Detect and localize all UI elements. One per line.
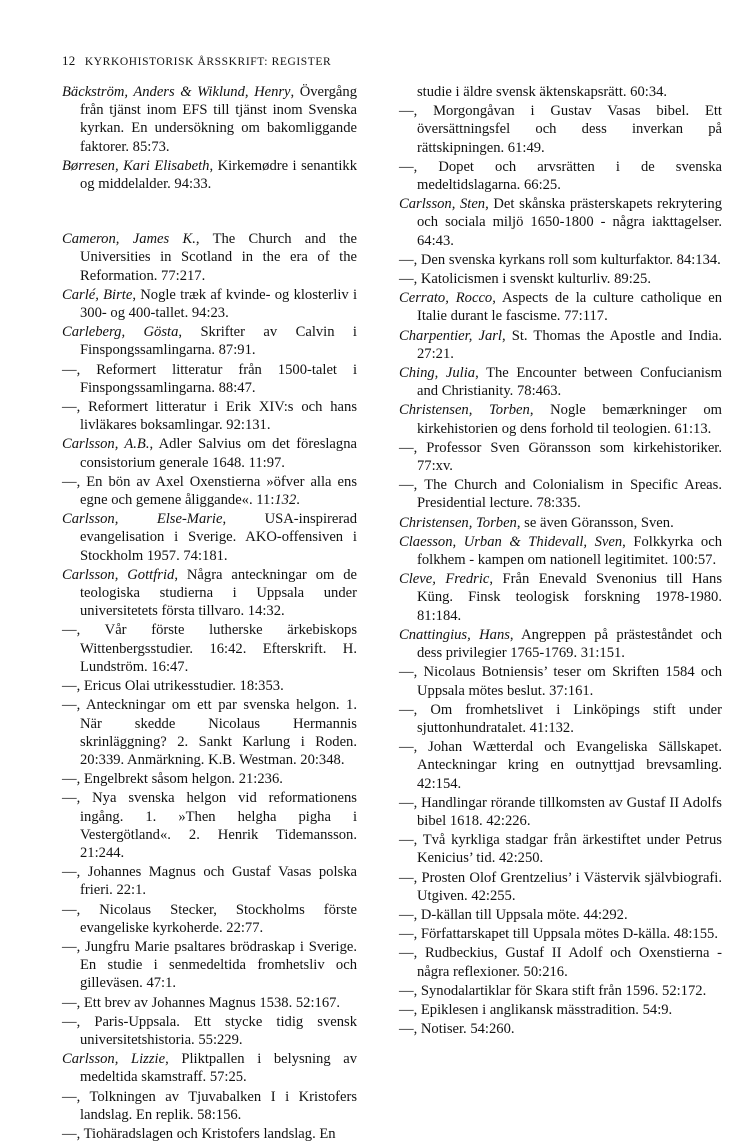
index-entry — [399, 925, 722, 943]
entry-text: —, Morgongåvan i Gustav Vasas bibel. Ett översättningsfel och dess inverkan på rättskipningen. 61:49. — [399, 103, 722, 156]
entry-text: Övergång från tjänst inom EFS till tjänst inom Svenska kyrkan. En undersökning om bakomliggande faktorer. 85:73. — [80, 84, 357, 155]
entry-text: —, Tolkningen av Tjuvabalken I i Kristofers landslag. En replik. 58:156. — [62, 1088, 357, 1123]
entry-text: —, Notiser. 54:260. — [399, 1021, 515, 1038]
entry-text: —, Nicolaus Botniensis’ teser om Skriften 1584 och Uppsala mötes beslut. 37:161. — [399, 664, 722, 699]
entry-text: Folkkyrka och folkhem - kampen om nationell legitimitet. 100:57. — [417, 533, 722, 569]
left-column — [62, 83, 357, 1144]
index-entry — [399, 982, 722, 1000]
entry-separator: , — [502, 327, 512, 344]
entry-author: Carlé, Birte — [62, 286, 133, 303]
index-entry — [399, 102, 722, 157]
entry-separator: , — [485, 196, 494, 213]
entry-text: —, Professor Sven Göransson som kirkehistoriker. 77:xv. — [399, 439, 722, 475]
index-entry — [399, 869, 722, 905]
index-entry — [62, 1050, 357, 1086]
entry-text: Nogle bemærkninger om kirkehistorien og dens forhold til teologien. 61:13. — [417, 402, 722, 437]
page-number: 12 — [62, 53, 76, 68]
entry-text: Aspects de la culture catholique en Italie durant le fascisme. 77:117. — [417, 290, 723, 325]
index-entry — [62, 398, 357, 434]
index-entry — [62, 770, 357, 788]
index-entry — [399, 327, 722, 363]
index-entry — [399, 514, 722, 532]
index-entry — [62, 473, 357, 509]
index-entry — [62, 677, 357, 695]
entry-separator: , — [209, 157, 218, 174]
index-entry — [399, 195, 722, 250]
entry-text: Det skånska prästerskapets rekrytering och sociala miljö 1650-1800 - några iakttagelser. 64:43. — [417, 196, 722, 249]
entry-text: —, Johannes Magnus och Gustaf Vasas polska frieri. 22:1. — [62, 864, 357, 899]
entry-text: —, The Church and Colonialism in Specific Areas. Presidential lecture. 78:335. — [399, 477, 722, 512]
entry-text: —, Nya svenska helgon vid reformationens ingång. 1. »Then helgha pigha i Vestergötland«. 2. Henrik Tidemansson. 21:244. — [62, 790, 357, 861]
index-entry — [62, 1013, 357, 1049]
index-entry — [399, 364, 722, 400]
index-entry — [399, 401, 722, 437]
index-entry — [399, 251, 722, 269]
entry-text: Pliktpallen i belysning av medeltida skamstraff. 57:25. — [80, 1051, 358, 1086]
entry-author: Cnattingius, Hans — [399, 626, 510, 643]
entry-text: —, Paris-Uppsala. Ett stycke tidig svensk universitetshistoria. 55:229. — [62, 1013, 357, 1048]
index-entry — [399, 626, 722, 662]
entry-text: —, Tiohäradslagen och Kristofers landslag. En — [62, 1125, 336, 1142]
index-entry — [399, 738, 722, 793]
entry-text: —, Nicolaus Stecker, Stockholms förste evangeliske kyrkoherde. 22:77. — [62, 901, 357, 936]
index-entry — [399, 533, 722, 569]
index-entry — [399, 476, 722, 512]
entry-text: —, Reformert litteratur i Erik XIV:s och hans livläkares boksamlingar. 92:131. — [62, 399, 357, 434]
entry-text: USA-inspirerad evangelisation i Sverige. AKO-offensiven i Stockholm 1957. 74:181. — [80, 511, 358, 564]
entry-text: studie i äldre svensk äktenskapsrätt. 60:34. — [417, 84, 668, 100]
index-entry — [62, 994, 357, 1012]
entry-text: —, Dopet och arvsrätten i de svenska medeltidslagarna. 66:25. — [399, 158, 722, 194]
entry-text: —, Rudbeckius, Gustaf II Adolf och Oxenstierna - några reflexioner. 50:216. — [399, 945, 722, 980]
entry-separator: , — [516, 514, 525, 531]
entry-separator: , — [178, 324, 201, 341]
entry-text: —, Den svenska kyrkans roll som kulturfaktor. 84:134. — [399, 251, 721, 268]
entry-author: Carlsson, Sten — [399, 196, 486, 213]
entry-separator: , — [222, 511, 265, 528]
entry-text: —, En bön av Axel Oxenstierna »öfver alla ens egne och gemene åliggande«. 11: — [62, 473, 357, 509]
entry-separator: , — [290, 84, 300, 100]
index-entry — [62, 435, 357, 471]
entry-text: —, Synodalartiklar för Skara stift från 1596. 52:172. — [399, 982, 707, 999]
entry-text: —, Anteckningar om ett par svenska helgon. 1. När skedde Nicolaus Hermannis skrinläggning? 2. Sankt Karlung i Roden. 20:339. Anmärkning. K.B. Westman. 20:348. — [62, 697, 357, 768]
entry-separator: , — [492, 290, 502, 307]
index-entry — [62, 361, 357, 397]
index-entry — [62, 863, 357, 899]
entry-author: Børresen, Kari Elisabeth — [62, 157, 210, 174]
index-entry — [62, 621, 357, 676]
index-entry — [62, 696, 357, 769]
entry-text: —, Handlingar rörande tillkomsten av Gustaf II Adolfs bibel 1618. 42:226. — [399, 794, 722, 829]
entry-text: The Church and the Universities in Scotland in the era of the Reformation. 77:217. — [80, 231, 357, 284]
right-column — [399, 83, 722, 1039]
index-entry — [62, 1088, 357, 1124]
index-entry — [399, 831, 722, 867]
index-entry — [399, 570, 722, 625]
entry-text: Angreppen på prästeståndet och dess privilegier 1765-1769. 31:151. — [417, 626, 722, 662]
index-entry — [62, 1125, 357, 1143]
entry-text: —, Engelbrekt såsom helgon. 21:236. — [62, 771, 283, 788]
entry-author: Carlsson, A.B. — [62, 436, 150, 453]
index-entry — [62, 901, 357, 937]
index-entry — [62, 83, 357, 156]
entry-author: Carlsson, Else-Marie — [62, 511, 223, 528]
entry-text: —, Ericus Olai utrikesstudier. 18:353. — [62, 678, 284, 695]
index-entry — [62, 230, 357, 285]
entry-author: Cameron, James K. — [62, 231, 196, 248]
entry-text: —, Reformert litteratur från 1500-talet i Finspongssamlingarna. 88:47. — [62, 361, 357, 396]
index-entry — [399, 83, 722, 101]
entry-author: Charpentier, Jarl — [399, 327, 502, 344]
entry-text: —, Vår förste lutherske ärkebiskops Wittenbergsstudier. 16:42. Efterskrift. H. Lundström. 16:47. — [62, 622, 357, 675]
entry-separator: , — [529, 402, 551, 419]
index-entry — [399, 289, 722, 325]
entry-text: —, Om fromhetslivet i Linköpings stift under sjuttonhundratalet. 41:132. — [399, 701, 722, 736]
entry-author: Christensen, Torben — [399, 514, 517, 531]
entry-author: Carlsson, Gottfrid — [62, 566, 175, 583]
entry-text: —, Prosten Olof Grentzelius’ i Västervik självbiografi. Utgiven. 42:255. — [399, 869, 722, 904]
entry-text: —, Ett brev av Johannes Magnus 1538. 52:167. — [62, 994, 341, 1011]
entry-text: —, Epiklesen i anglikansk mässtradition. 54:9. — [399, 1001, 673, 1018]
index-entry — [399, 701, 722, 737]
entry-author: Cerrato, Rocco — [399, 290, 493, 307]
entry-text: —, Författarskapet till Uppsala mötes D-källa. 48:155. — [399, 926, 718, 943]
entry-text: Kirkemødre i senantikk og middelalder. 94:33. — [80, 157, 358, 193]
entry-separator: , — [195, 231, 213, 248]
index-entry — [399, 794, 722, 830]
entry-separator: , — [622, 533, 634, 550]
entry-separator: , — [132, 286, 141, 303]
entry-text: —, Jungfru Marie psaltares brödraskap i Sverige. En studie i senmedeltida fromhetsliv och gilleväsen. 47:1. — [62, 938, 357, 992]
entry-end: . — [296, 492, 300, 509]
entry-text: se även Göransson, Sven. — [524, 514, 674, 531]
entry-text: Adler Salvius om det föreslagna consistorium generale 1648. 11:97. — [80, 436, 357, 471]
entry-author: Cleve, Fredric — [399, 571, 490, 588]
index-entry — [399, 944, 722, 980]
entry-author: Carlsson, Lizzie — [62, 1051, 166, 1068]
index-entry — [62, 157, 357, 193]
index-entry — [62, 510, 357, 565]
entry-text: Skrifter av Calvin i Finspongssamlingarna. 87:91. — [80, 324, 357, 359]
index-entry — [62, 286, 357, 322]
entry-page-italic: 132 — [274, 492, 297, 509]
index-entry — [399, 1020, 722, 1038]
entry-text: Nogle træk af kvinde- og klosterliv i 300- og 400-tallet. 94:23. — [80, 286, 357, 322]
index-entry — [399, 1001, 722, 1019]
entry-separator: , — [174, 566, 187, 583]
entry-separator: , — [165, 1051, 182, 1068]
index-entry — [399, 439, 722, 475]
index-entry — [399, 906, 722, 924]
entry-text: St. Thomas the Apostle and India. 27:21. — [417, 327, 723, 362]
entry-author: Christensen, Torben — [399, 402, 530, 419]
entry-author: Ching, Julia — [399, 365, 476, 382]
index-entry — [62, 938, 357, 993]
entry-text: —, Två kyrkliga stadgar från ärkestiftet under Petrus Kenicius’ tid. 42:250. — [399, 832, 722, 867]
entry-author: Claesson, Urban & Thidevall, Sven — [399, 533, 623, 550]
entry-author: Bäckström, Anders & Wiklund, Henry — [62, 84, 291, 100]
index-entry — [62, 323, 357, 359]
entry-text: —, Johan Wætterdal och Evangeliska Sällskapet. Anteckningar kring en outnyttjad brevsamling. 42:154. — [399, 739, 722, 792]
index-entry — [62, 566, 357, 621]
entry-separator: , — [149, 436, 159, 453]
entry-text: Några anteckningar om de teologiska studierna i Uppsala under universitetets första tillvaro. 14:32. — [80, 566, 358, 620]
index-entry — [62, 789, 357, 862]
running-title: KYRKOHISTORISK ÅRSSKRIFT: REGISTER — [84, 56, 332, 68]
entry-separator: , — [475, 365, 487, 382]
entry-text: —, D-källan till Uppsala möte. 44:292. — [399, 906, 628, 923]
entry-separator: , — [509, 626, 522, 643]
page-header — [62, 53, 331, 69]
entry-text: Från Enevald Svenonius till Hans Küng. Finsk teologisk forskning 1978-1980. 81:184. — [417, 571, 722, 624]
index-entry — [399, 270, 722, 288]
index-entry — [399, 158, 722, 194]
entry-author: Carleberg, Gösta — [62, 324, 179, 341]
entry-text: The Encounter between Confucianism and Christianity. 78:463. — [417, 365, 722, 400]
index-entry — [399, 663, 722, 699]
entry-text: —, Katolicismen i svenskt kulturliv. 89:25. — [399, 271, 651, 288]
entry-separator: , — [489, 571, 503, 588]
